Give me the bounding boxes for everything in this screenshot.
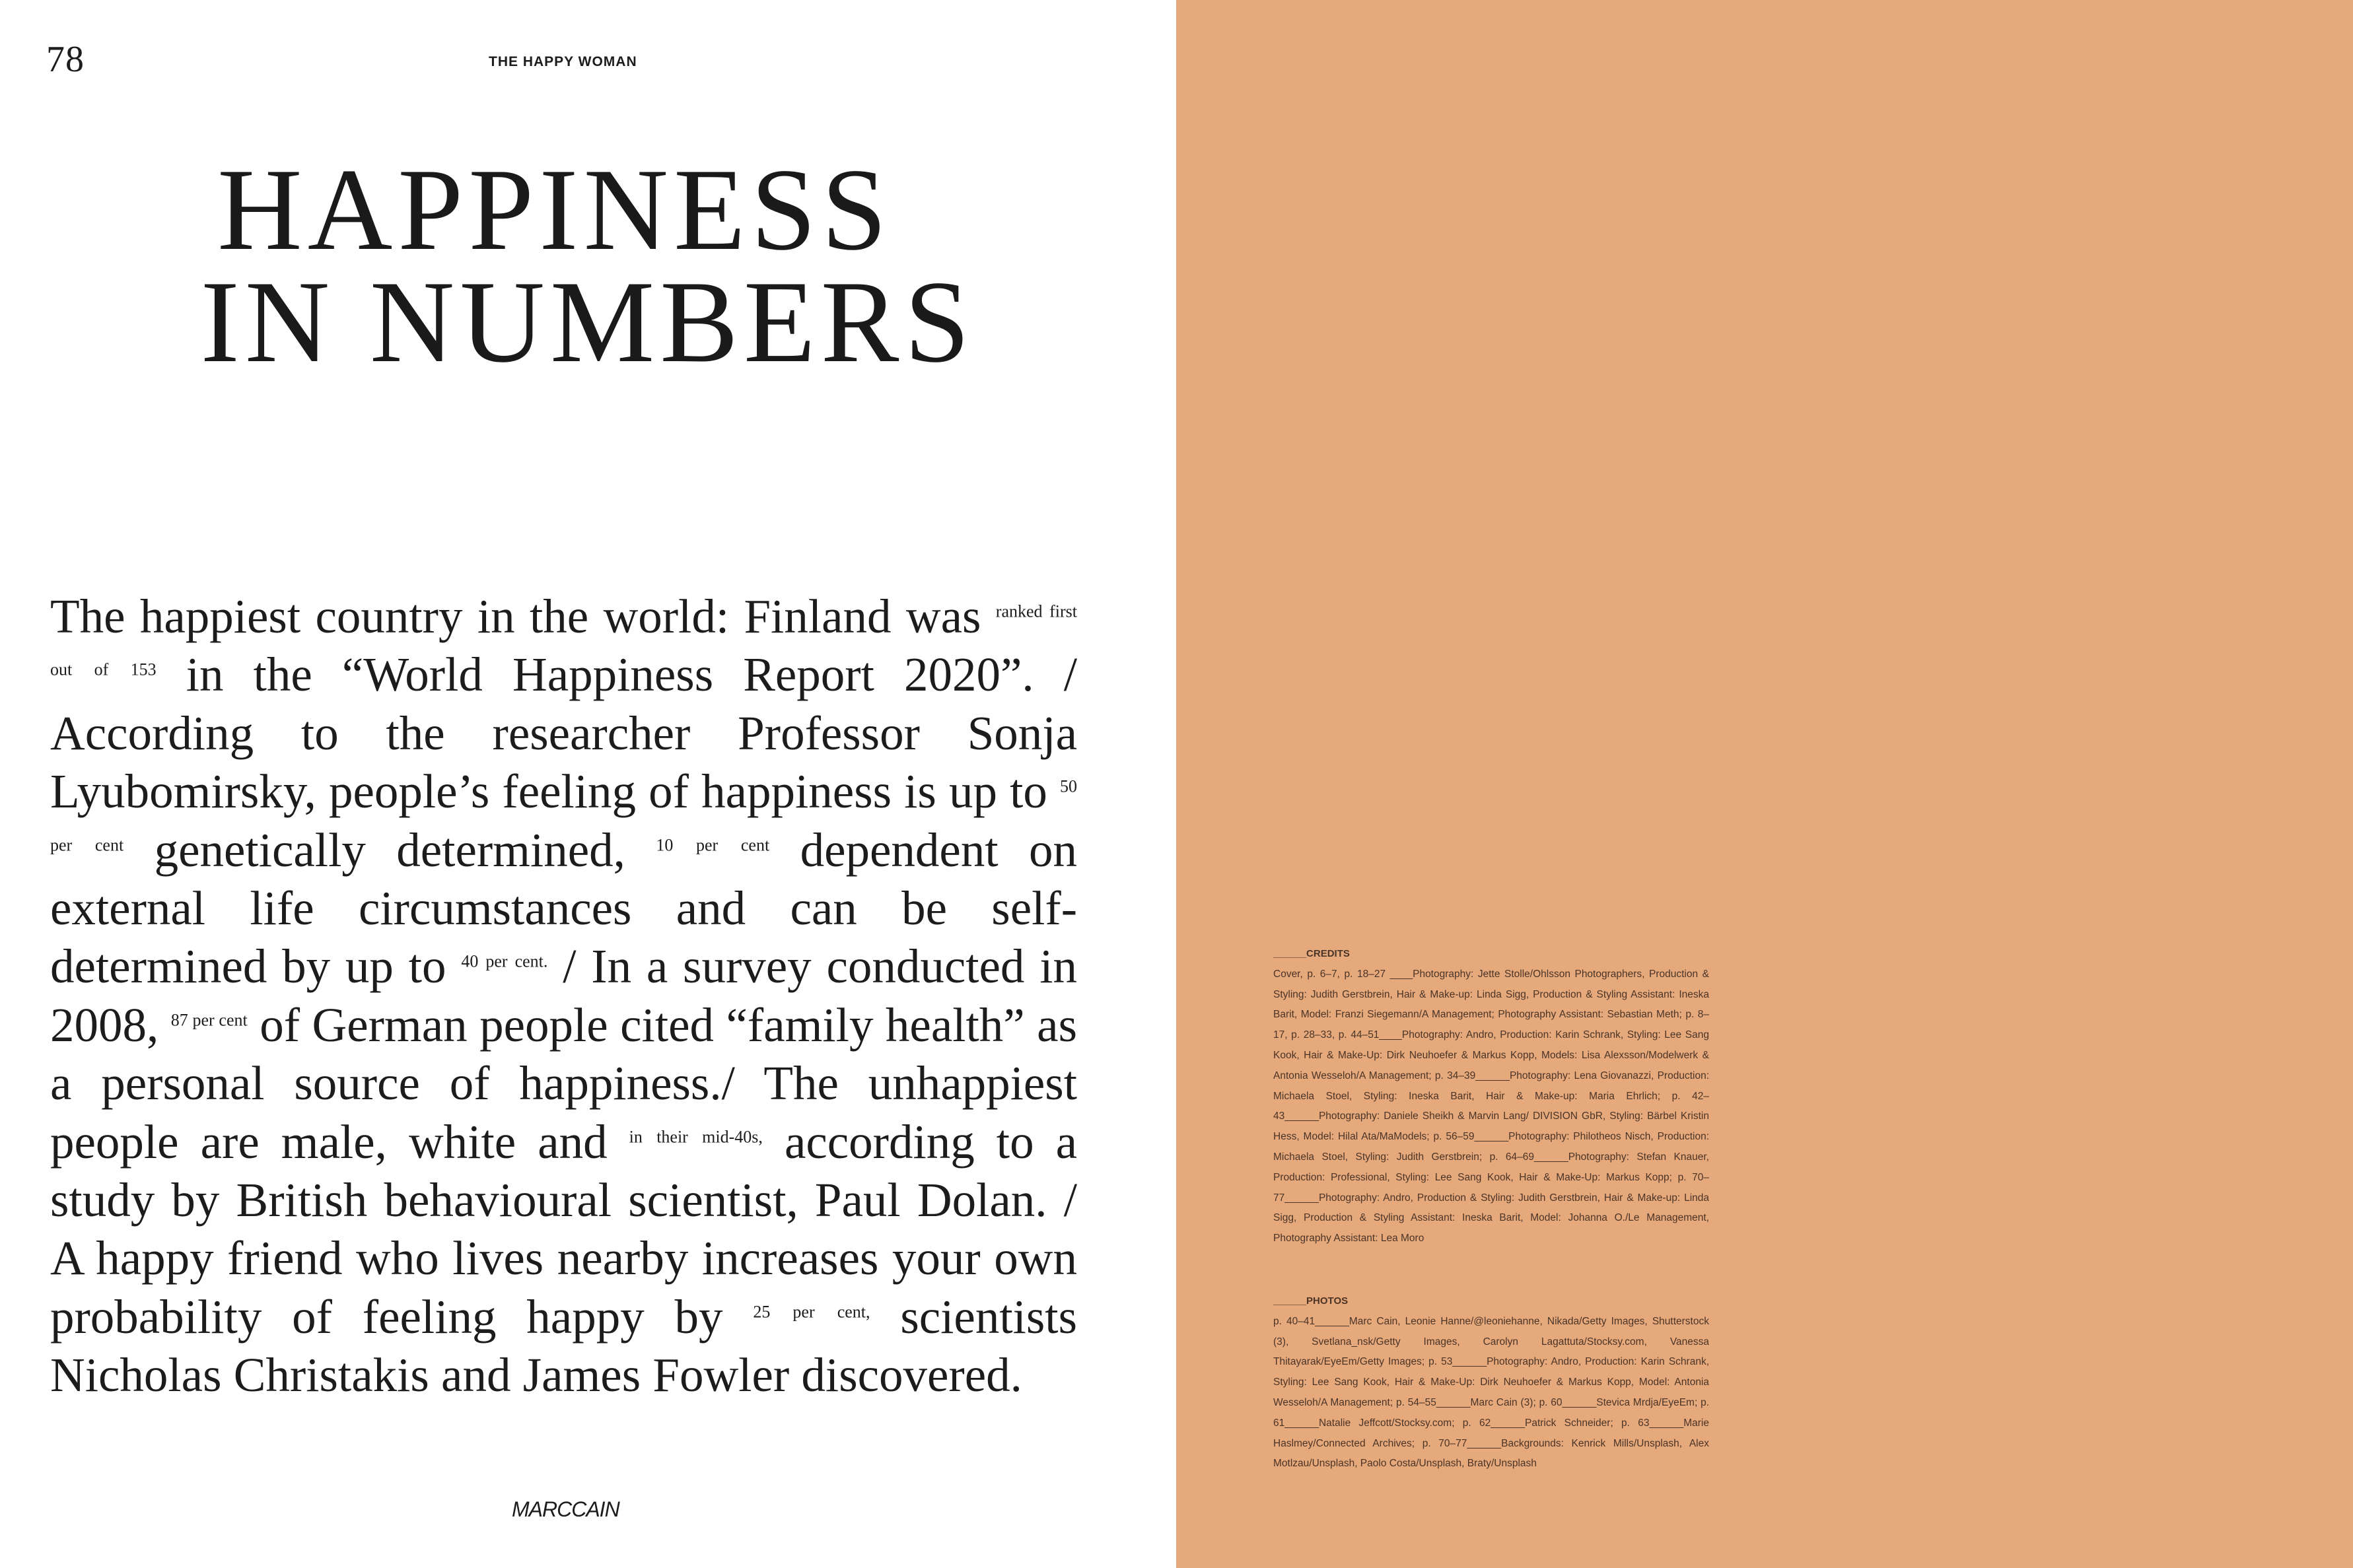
left-page (0, 0, 1176, 1568)
stat-superscript: in their mid-40s, (629, 1127, 763, 1147)
headline-line-1: HAPPINESS (217, 144, 892, 275)
page-number: 78 (46, 39, 85, 80)
body-text (50, 588, 1077, 1405)
body-sentence: according to a study by British behavioural scientist, Paul Dolan. / A happy friend who lives nearby increases your own probability of feeling happy by (50, 1114, 1078, 1344)
credits-block (1273, 944, 1709, 1474)
stat-superscript: ranked first out of 153 (50, 601, 1078, 680)
body-sentence: The happiest country in the world: Finland was (50, 590, 981, 643)
body-sentence: in the “World Happiness Report 2020”. / According to the researcher Professor Sonja Lyubomirsky, people’s feeling of happiness is up to (50, 648, 1078, 819)
body-sentence: dependent on external life circumstances and can be self-determined by up to (50, 823, 1078, 994)
credits-spacer (1273, 1249, 1709, 1291)
stat-superscript: 40 per cent. (461, 952, 548, 972)
credits-text: Cover, p. 6–7, p. 18–27 ____Photography: Jette Stolle/Ohlsson Photographers, Production & Styling: Judith Gerstbrein, Hair & Make-up: Linda Sigg, Production & Styling Assistant: Ineska Barit, Model: Franzi Siegemann/A Management; Photography Assistant: Sebastian Meth; p. 8–17, p. 28–33, p. 44–51____Photography: Andro, Production: Karin Schrank, Styling: Lee Sang Kook, Hair & Make-Up: Dirk Neuhoefer & Markus Kopp, Models: Lisa Alexsson/Modelwerk & Antonia Wesseloh/A Management; p. 34–39______Photography: Lena Giovanazzi, Production: Michaela Stoel, Styling: Ineska Barit, Hair & Make-up: Maria Ehrlich; p. 42–43______Photography: Daniele Sheikh & Marvin Lang/ DIVISION GbR, Styling: Bärbel Kristin Hess, Model: Hilal Ata/MaModels; p. 56–59______Photography: Philotheos Nisch, Production: Michaela Stoel, Styling: Judith Gerstbrein; p. 64–69______Photography: Stefan Knauer, Production: Professional, Styling: Lee Sang Kook, Hair & Make-Up: Markus Kopp; p. 70–77______Photography: Andro, Production & Styling: Judith Gerstbrein, Hair & Make-up: Linda Sigg, Production & Styling Assistant: Ineska Barit, Model: Johanna O./Le Management, Photography Assistant: Lea Moro (1273, 968, 1709, 1244)
photos-heading: ______PHOTOS (1273, 1295, 1349, 1307)
body-sentence: genetically determined, (154, 823, 625, 877)
stat-superscript: 50 per cent (50, 776, 1077, 855)
photos-text: p. 40–41______Marc Cain, Leonie Hanne/@leoniehanne, Nikada/Getty Images, Shutterstock (3), Svetlana_nsk/Getty Images, Carolyn Lagattuta/Stocksy.com, Vanessa Thitayarak/EyeEm/Getty Images; p. 53______Photography: Andro, Production: Karin Schrank, Styling: Lee Sang Kook, Hair & Make-Up: Dirk Neuhoefer & Markus Kopp, Model: Antonia Wesseloh/A Management; p. 54–55______Marc Cain (3); p. 60______Stevica Mrdja/EyeEm; p. 61______Natalie Jeffcott/Stocksy.com; p. 62______Patrick Schneider; p. 63______Marie Haslmey/Connected Archives; p. 70–77______Backgrounds: Kenrick Mills/Unsplash, Alex Motlzau/Unsplash, Paolo Costa/Unsplash, Braty/Unsplash (1273, 1315, 1709, 1470)
stat-superscript: 10 per cent (656, 835, 770, 855)
brand-logo: MARCCAIN (512, 1497, 619, 1521)
body-sentence: / In a survey conducted in 2008, (50, 939, 1078, 1052)
headline-line-2: IN NUMBERS (200, 256, 975, 387)
stat-superscript: 87 per cent (170, 1010, 248, 1030)
running-header: THE HAPPY WOMAN (489, 54, 637, 69)
stat-superscript: 25 per cent, (753, 1302, 870, 1322)
body-sentence: scientists Nicholas Christakis and James Fowler discovered. (50, 1289, 1077, 1402)
credits-heading: ______CREDITS (1273, 948, 1350, 959)
body-sentence: of German people cited “family health” as a personal source of happiness./ The unhappiest people are male, white and (50, 998, 1077, 1169)
